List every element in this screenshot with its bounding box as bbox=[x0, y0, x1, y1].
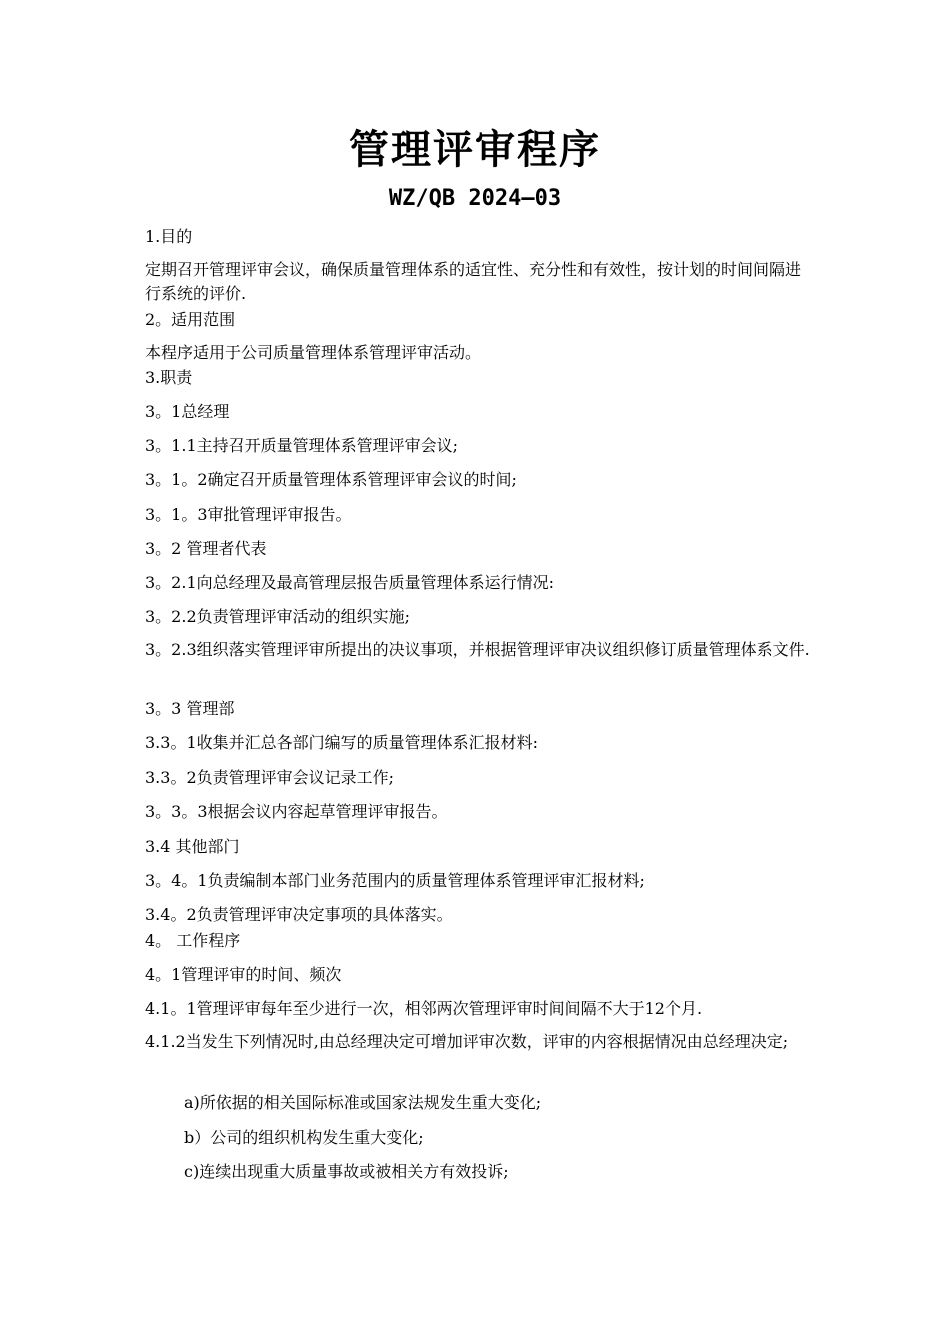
condition-item-b: b）公司的组织机构发生重大变化; bbox=[184, 1128, 424, 1147]
list-item: 3.3。1收集并汇总各部门编写的质量管理体系汇报材料: bbox=[145, 733, 539, 752]
list-item: 3。3。3根据会议内容起草管理评审报告。 bbox=[145, 802, 448, 821]
subsection-other-departments: 3.4 其他部门 bbox=[145, 837, 240, 856]
list-item: 3.4。2负责管理评审决定事项的具体落实。 bbox=[145, 905, 453, 924]
list-item: 3。4。1负责编制本部门业务范围内的质量管理体系管理评审汇报材料; bbox=[145, 871, 645, 890]
section-heading-purpose: 1.目的 bbox=[145, 227, 193, 246]
list-item: 3。2.1向总经理及最高管理层报告质量管理体系运行情况: bbox=[145, 573, 555, 592]
list-item: 3。2.2负责管理评审活动的组织实施; bbox=[145, 607, 411, 626]
subsection-management-representative: 3。2 管理者代表 bbox=[145, 539, 267, 558]
section-heading-scope: 2。适用范围 bbox=[145, 310, 236, 329]
list-item: 3。1。2确定召开质量管理体系管理评审会议的时间; bbox=[145, 470, 517, 489]
list-item: 3。1。3审批管理评审报吿。 bbox=[145, 505, 352, 524]
document-code: WZ/QB 2024—03 bbox=[388, 186, 562, 211]
subsection-general-manager: 3。1总经理 bbox=[145, 402, 230, 421]
list-item: 4.1.2当发生下列情况时,由总经理决定可增加评审次数，评审的内容根据情况由总经理决定; bbox=[145, 1032, 789, 1051]
document-title: 管理评审程序 bbox=[349, 126, 601, 173]
list-item: 4.1。1管理评审每年至少进行一次，相邻两次管理评审时间间隔不大于12个月. bbox=[145, 999, 703, 1018]
condition-item-c: c)连续出现重大质量事故或被相关方有效投诉; bbox=[184, 1162, 509, 1181]
list-item: 3.3。2负责管理评审会议记录工作; bbox=[145, 768, 395, 787]
subsection-review-frequency: 4。1管理评审的时间、频次 bbox=[145, 965, 342, 984]
list-item: 3。1.1主持召开质量管理体系管理评审会议; bbox=[145, 436, 459, 455]
section-heading-procedure: 4。 工作程序 bbox=[145, 931, 241, 950]
subsection-management-department: 3。3 管理部 bbox=[145, 699, 235, 718]
purpose-paragraph: 定期召开管理评审会议，确保质量管理体系的适宜性、充分性和有效性，按计划的时间间隔进行系统的评价. bbox=[145, 260, 802, 303]
list-item: 3。2.3组织落实管理评审所提出的决议事项，并根据管理评审决议组织修订质量管理体系文件. bbox=[145, 640, 810, 659]
scope-paragraph: 本程序适用于公司质量管理体系管理评审活动。 bbox=[145, 343, 482, 362]
condition-item-a: a)所依据的相关国际标准或国家法规发生重大变化; bbox=[184, 1093, 542, 1112]
section-heading-responsibilities: 3.职责 bbox=[145, 368, 193, 387]
